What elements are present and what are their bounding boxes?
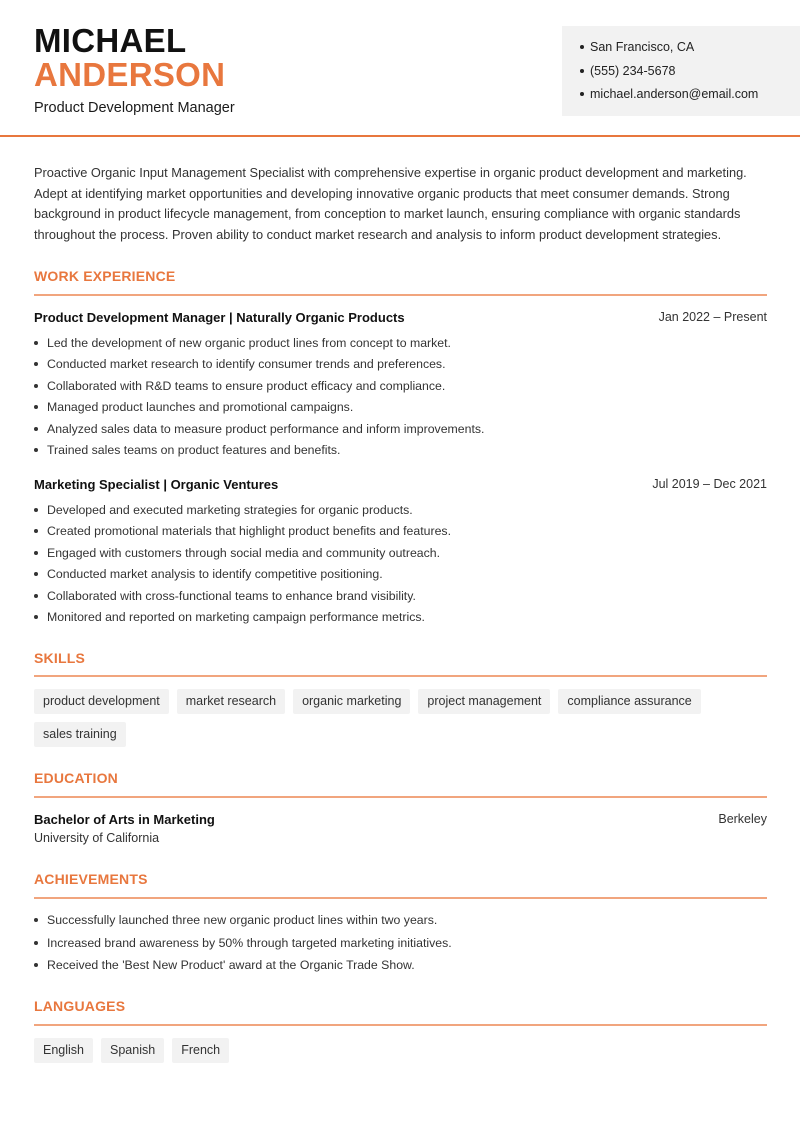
list-item [34, 566, 767, 587]
education-location: Berkeley [718, 812, 767, 826]
contact-phone-text: (555) 234-5678 [590, 63, 676, 78]
contact-location-text: San Francisco, CA [590, 40, 695, 54]
list-item-text: Conducted market analysis to identify competitive positioning. [47, 567, 383, 582]
list-item [34, 502, 767, 523]
list-item-text: Led the development of new organic product lines from concept to market. [47, 336, 451, 350]
list-item [34, 442, 767, 463]
language-tag: Spanish [101, 1038, 164, 1063]
contact-box [562, 26, 800, 116]
bullet-icon [34, 427, 38, 431]
skill-tag: project management [418, 689, 550, 714]
bullet-icon [34, 551, 38, 555]
list-item [34, 588, 767, 609]
list-item-text: Developed and executed marketing strategies for organic products. [47, 503, 413, 517]
list-item [34, 935, 767, 958]
list-item-text: Collaborated with cross-functional teams to enhance brand visibility. [47, 588, 416, 603]
bullet-icon [580, 45, 584, 49]
list-item-text: Collaborated with R&D teams to ensure product efficacy and compliance. [47, 378, 446, 393]
list-item-text: Trained sales teams on product features and benefits. [47, 442, 341, 457]
list-item-text: Monitored and reported on marketing campaign performance metrics. [47, 609, 425, 624]
education-header [34, 812, 767, 827]
bullet-icon [580, 92, 584, 96]
list-item [34, 912, 767, 935]
list-item [34, 609, 767, 630]
profile-summary: Proactive Organic Input Management Specialist with comprehensive expertise in organic product development and marketing. Adept at identifying market opportunities and developing innovative organic products that meet consumer demands. Strong background in product lifecycle management, from conception to market launch, ensuring compliance with organic standards throughout the process. Proven ability to conduct market research and analysis to inform product development strategies. [34, 165, 747, 242]
bullet-icon [34, 448, 38, 452]
section-divider [34, 897, 767, 899]
list-item [34, 335, 767, 356]
job-header [34, 310, 767, 325]
education-degree: Bachelor of Arts in Marketing [34, 812, 215, 827]
list-item [34, 545, 767, 566]
last-name: ANDERSON [34, 56, 226, 93]
list-item-text: Received the 'Best New Product' award at the Organic Trade Show. [47, 958, 415, 972]
bullet-icon [34, 384, 38, 388]
skill-tag: sales training [34, 722, 126, 747]
list-item-text: Engaged with customers through social media and community outreach. [47, 545, 441, 560]
list-item [34, 378, 767, 399]
bullet-icon [34, 918, 38, 922]
list-item [34, 399, 767, 420]
resume-header [0, 0, 800, 137]
skill-tag: product development [34, 689, 169, 714]
section-title-skills: SKILLS [34, 650, 85, 666]
language-tag: English [34, 1038, 93, 1063]
contact-email[interactable] [580, 86, 800, 110]
list-item-text: Successfully launched three new organic product lines within two years. [47, 913, 438, 927]
job-bullets [34, 502, 767, 630]
bullet-icon [34, 405, 38, 409]
section-divider [34, 675, 767, 677]
list-item-text: Conducted market research to identify consumer trends and preferences. [47, 357, 446, 372]
list-item [34, 356, 767, 377]
list-item-text: Increased brand awareness by 50% through targeted marketing initiatives. [47, 935, 452, 950]
bullet-icon [34, 529, 38, 533]
skill-tag: organic marketing [293, 689, 410, 714]
achievements-list [34, 912, 767, 980]
job-header [34, 477, 767, 492]
languages-list [34, 1038, 767, 1063]
section-divider [34, 294, 767, 296]
list-item [34, 421, 767, 442]
section-title-education: EDUCATION [34, 770, 118, 786]
job-role: Marketing Specialist | Organic Ventures [34, 477, 279, 492]
skills-list [34, 689, 767, 747]
contact-email-text[interactable]: michael.anderson@email.com [590, 87, 759, 101]
bullet-icon [34, 362, 38, 366]
education-school: University of California [34, 831, 160, 845]
contact-phone [580, 63, 800, 87]
job-role: Product Development Manager | Naturally Organic Products [34, 310, 405, 325]
job-bullets [34, 335, 767, 463]
section-title-achievements: ACHIEVEMENTS [34, 871, 148, 887]
list-item-text: Created promotional materials that highlight product benefits and features. [47, 524, 451, 539]
section-title-languages: LANGUAGES [34, 998, 126, 1014]
bullet-icon [34, 572, 38, 576]
job-title: Product Development Manager [34, 100, 235, 116]
bullet-icon [34, 615, 38, 619]
list-item [34, 957, 767, 980]
bullet-icon [580, 69, 584, 73]
list-item-text: Analyzed sales data to measure product performance and inform improvements. [47, 421, 485, 436]
skill-tag: compliance assurance [558, 689, 700, 714]
job-dates: Jul 2019 – Dec 2021 [652, 477, 767, 491]
section-divider [34, 1024, 767, 1026]
list-item-text: Managed product launches and promotional campaigns. [47, 400, 354, 415]
bullet-icon [34, 341, 38, 345]
bullet-icon [34, 941, 38, 945]
list-item [34, 523, 767, 544]
contact-location [580, 39, 800, 63]
bullet-icon [34, 963, 38, 967]
bullet-icon [34, 594, 38, 598]
skill-tag: market research [177, 689, 285, 714]
first-name: MICHAEL [34, 22, 187, 59]
section-title-work: WORK EXPERIENCE [34, 268, 176, 284]
section-divider [34, 796, 767, 798]
bullet-icon [34, 508, 38, 512]
job-dates: Jan 2022 – Present [658, 310, 767, 324]
language-tag: French [172, 1038, 229, 1063]
